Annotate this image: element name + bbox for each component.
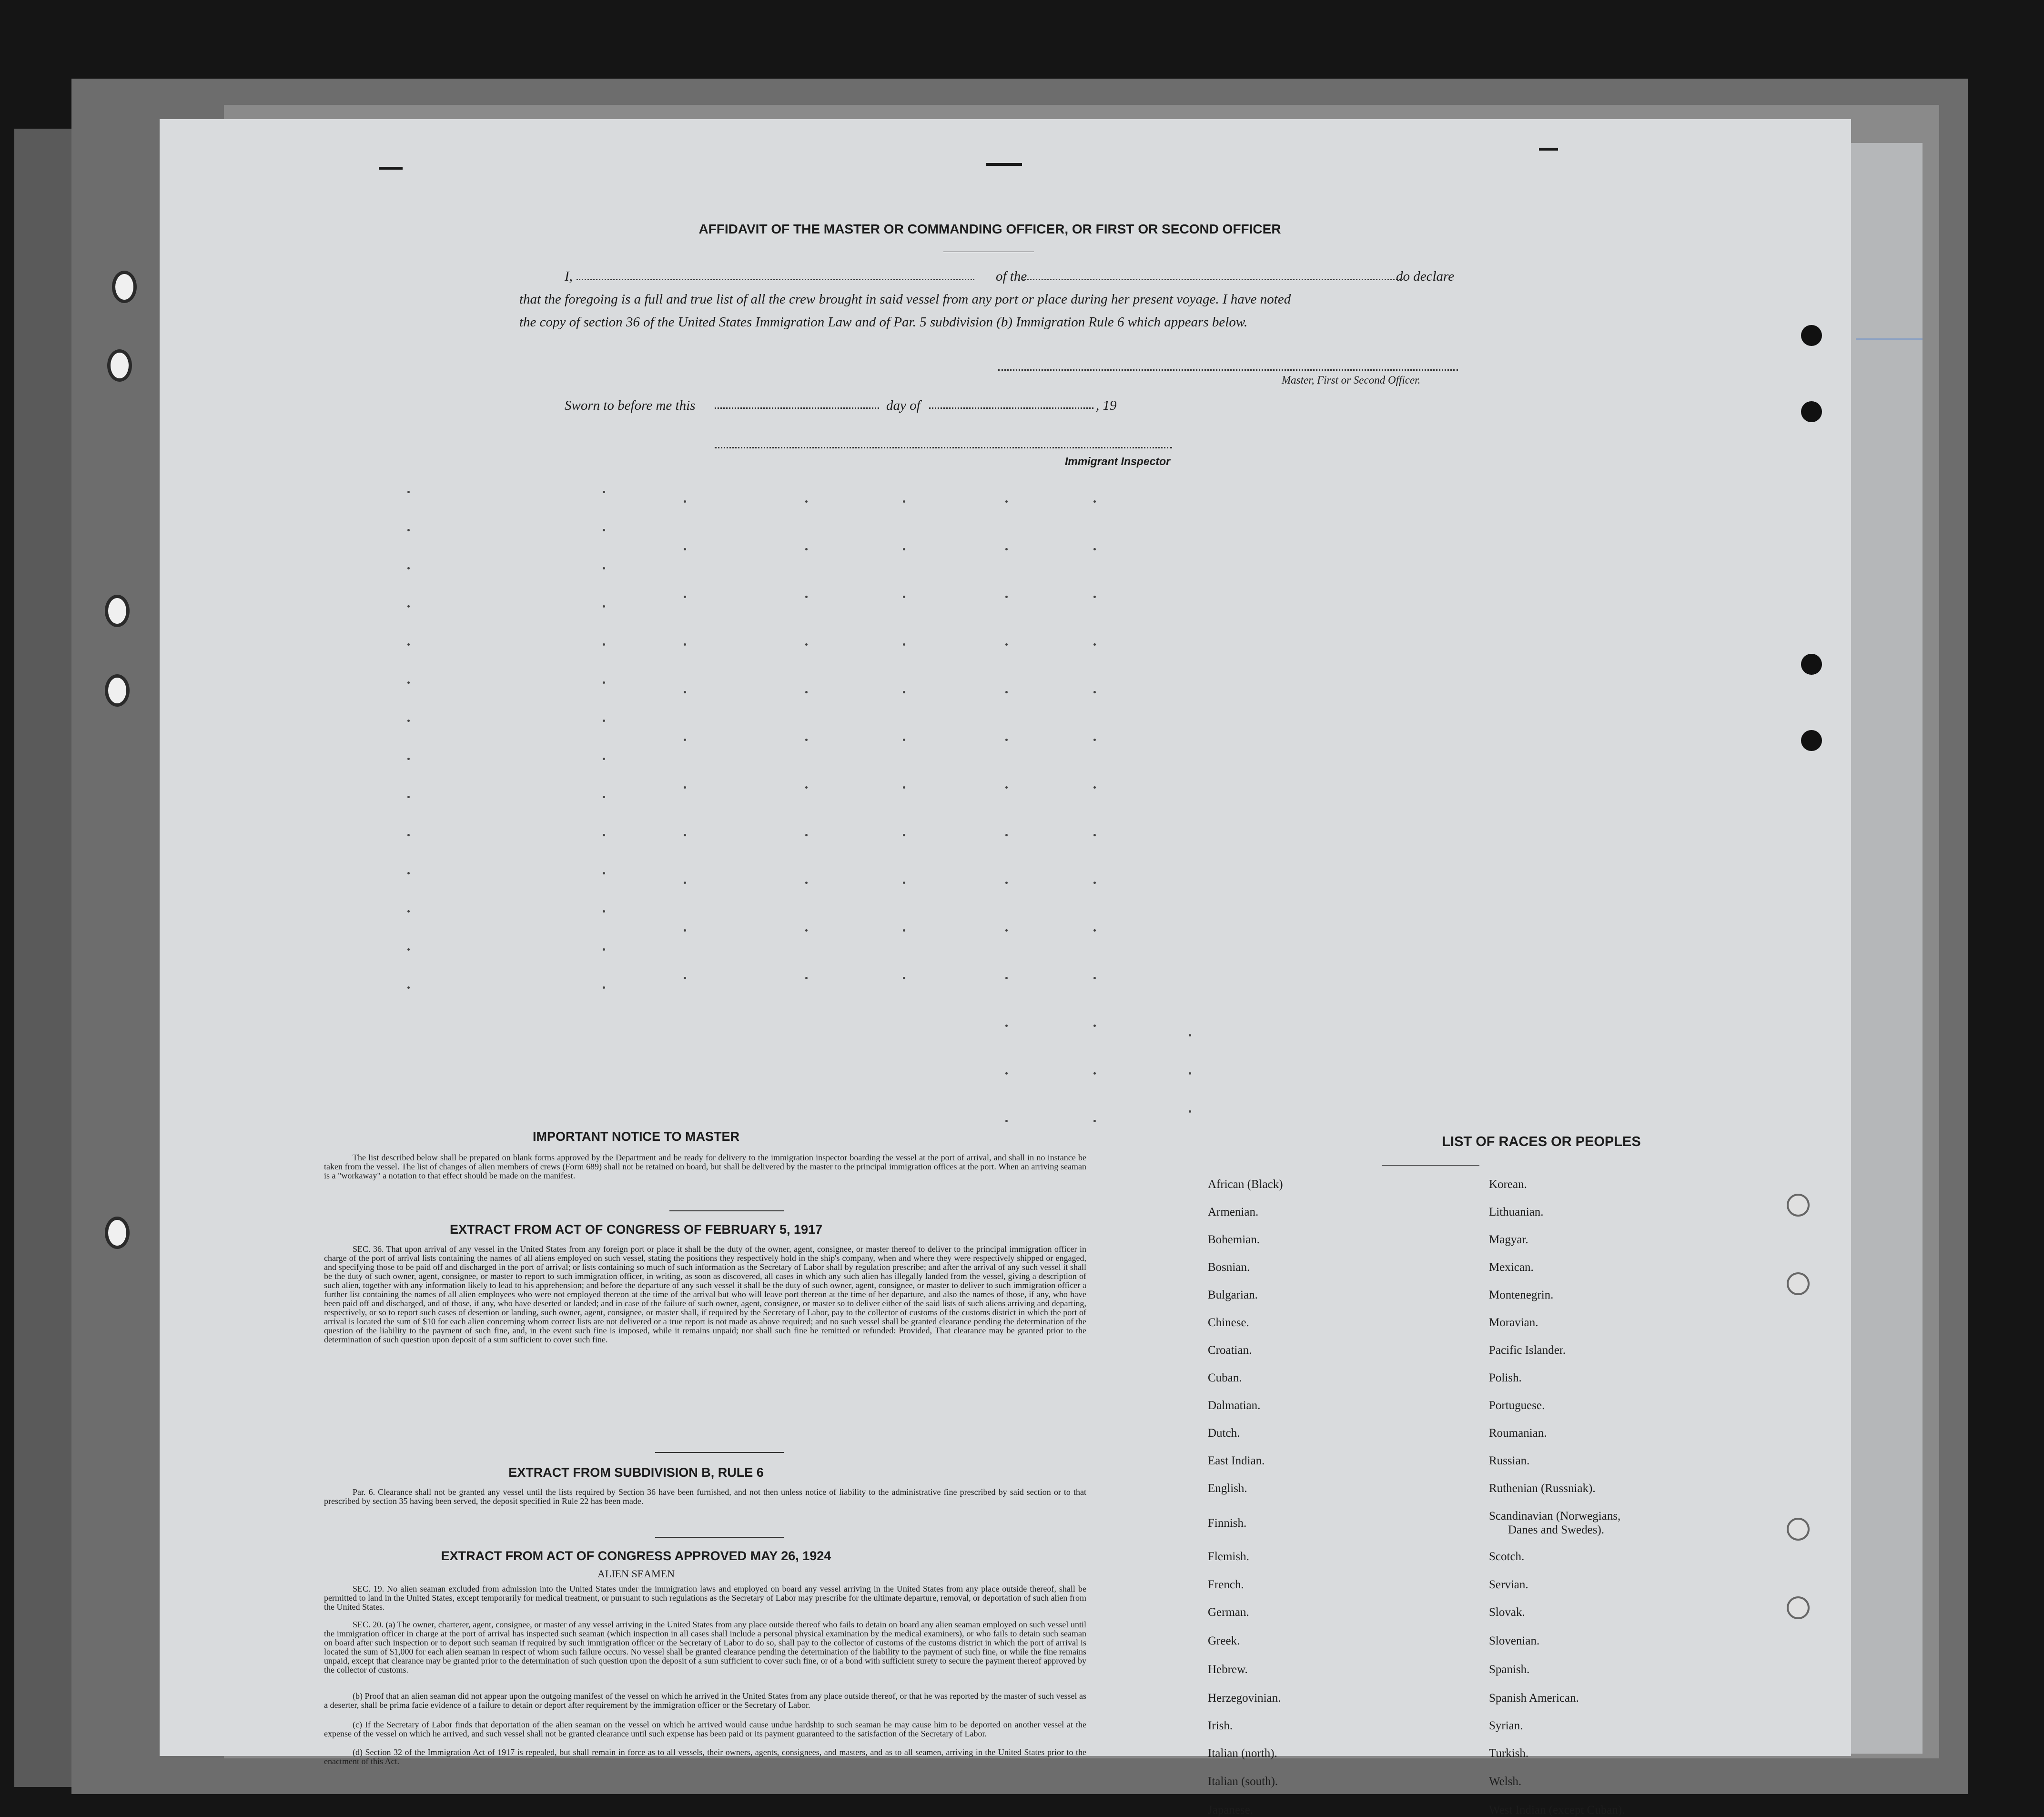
- race-item: German.: [1208, 1606, 1249, 1619]
- extract-1917-title: EXTRACT FROM ACT OF CONGRESS OF FEBRUARY 5, 1917: [449, 1222, 823, 1237]
- inspector-signature-line[interactable]: [715, 447, 1172, 448]
- affidavit-line2: that the foregoing is a full and true list of all the crew brought in said vessel from any port or place during her present voyage. I have noted: [519, 292, 1291, 307]
- ink-mark: [986, 163, 1022, 166]
- punch-hole: [1801, 325, 1822, 346]
- race-item: Bosnian.: [1208, 1261, 1250, 1274]
- race-item: Turkish.: [1489, 1747, 1529, 1760]
- sec20b-text: (b) Proof that an alien seaman did not appear upon the outgoing manifest of the vessel on which he arrived in the United States from any place outside thereof, or that he was reported by the master of such vessel as a deserter, shall be prima facie evidence of a failure to detain or deport after requirement by the immigration officer or the Secretary of Labor.: [324, 1691, 1086, 1710]
- race-item: French.: [1208, 1578, 1244, 1591]
- master-signature-label: Master, First or Second Officer.: [1282, 374, 1421, 386]
- section-rule: [655, 1537, 784, 1538]
- race-item: Russian.: [1489, 1454, 1530, 1467]
- race-item: Pacific Islander.: [1489, 1344, 1566, 1357]
- binder-hole: [105, 595, 130, 627]
- race-item: Armenian.: [1208, 1206, 1259, 1218]
- punch-hole: [1787, 1194, 1810, 1217]
- race-item: Irish.: [1208, 1719, 1233, 1732]
- binder-hole: [105, 1217, 130, 1249]
- race-item: Portuguese.: [1489, 1399, 1545, 1412]
- affidavit-title: AFFIDAVIT OF THE MASTER OR COMMANDING OFFICER, OR FIRST OR SECOND OFFICER: [698, 222, 1281, 236]
- race-item: East Indian.: [1208, 1454, 1265, 1467]
- race-item: Mexican.: [1489, 1261, 1534, 1274]
- race-item: Dalmatian.: [1208, 1399, 1261, 1412]
- race-item: Slovak.: [1489, 1606, 1525, 1619]
- race-item: Lithuanian.: [1489, 1206, 1544, 1218]
- race-item: Bulgarian.: [1208, 1289, 1258, 1301]
- binder-hole: [112, 271, 137, 303]
- race-item: Cuban.: [1208, 1371, 1242, 1384]
- race-item: Japanese.: [1208, 1804, 1254, 1817]
- race-item: Spanish American.: [1489, 1692, 1579, 1705]
- race-item: Italian (south).: [1208, 1775, 1278, 1788]
- race-item: Flemish.: [1208, 1550, 1249, 1563]
- section-rule: [655, 1452, 784, 1453]
- notice-body: The list described below shall be prepared on blank forms approved by the Department and be ready for delivery to the immigration inspector boarding the vessel at the port of arrival, and shall in no instance be taken from the vessel. The list of changes of alien members of crews (Form 689) shall not be retained on board, but shall be delivered by the master to the principal immigration offices at the port. When an arriving seaman is a "workaway" a notation to that effect should be made on the manifest.: [324, 1153, 1086, 1180]
- race-item: Slovenian.: [1489, 1634, 1540, 1647]
- sec20a-text: SEC. 20. (a) The owner, charterer, agent, consignee, or master of any vessel arriving in the United States from any place outside thereof who fails to detain on board any alien seaman employed on such vessel until the immigration officer in charge at the port of arrival has inspected such seaman (which inspection in all cases shall include a personal physical examination by the medical examiners), or who fails to detain such seaman on board after such inspection or to deport such seaman if required by such immigration officer or the Secretary of Labor to do so, shall pay to the collector of customs of the customs district in which the port of arrival is located the sum of $1,000 for each alien seaman in respect of whom such failure occurs. No vessel shall be granted clearance pending the determination of the liability to the payment of such fine, or while the fine remains unpaid, except that clearance may be granted prior to the determination of such question upon the deposit of a sum sufficient to cover such fine, or of a bond with sufficient surety to secure the payment thereof approved by the collector of customs.: [324, 1620, 1086, 1675]
- punch-hole: [1801, 730, 1822, 751]
- sworn-label: Sworn to before me this: [565, 398, 696, 413]
- race-item: Greek.: [1208, 1634, 1240, 1647]
- punch-hole: [1787, 1518, 1810, 1541]
- race-item: Montenegrin.: [1489, 1289, 1554, 1301]
- ink-mark: [379, 167, 403, 170]
- binder-margin: [14, 129, 71, 1787]
- alien-seamen-subtitle: ALIEN SEAMEN: [597, 1568, 675, 1580]
- race-item: Chinese.: [1208, 1316, 1249, 1329]
- notice-title: IMPORTANT NOTICE TO MASTER: [533, 1129, 739, 1144]
- race-item: Roumanian.: [1489, 1427, 1547, 1440]
- affidavit-line3: the copy of section 36 of the United States Immigration Law and of Par. 5 subdivision (b) Immigration Rule 6 which appears below.: [519, 315, 1248, 330]
- punch-hole: [1787, 1596, 1810, 1619]
- race-item: Servian.: [1489, 1578, 1528, 1591]
- side-sheet-rule: [1856, 338, 1923, 340]
- race-item: Syrian.: [1489, 1719, 1523, 1732]
- name-blank[interactable]: [577, 279, 974, 280]
- affidavit-i-label: I,: [565, 269, 573, 284]
- race-item: West Indian (except Cuban).: [1489, 1804, 1625, 1817]
- race-item: Bohemian.: [1208, 1233, 1260, 1246]
- races-title-rule: [1382, 1165, 1479, 1166]
- sec20d-text: (d) Section 32 of the Immigration Act of 1917 is repealed, but shall remain in force as to all vessels, their owners, agents, consignees, and masters, and as to all seamen, arriving in the United States prior to the enactment of this Act.: [324, 1747, 1086, 1766]
- extract-1917-body: SEC. 36. That upon arrival of any vessel in the United States from any foreign port or place it shall be the duty of the owner, agent, consignee, or master thereof to deliver to the principal immigration officer in charge of the port of arrival lists containing the names of all aliens employed on such vessel, stating the positions they respectively hold in the ship's company, when and where they were respectively shipped or engaged, and specifying those to be paid off and discharged in the port of arrival; or lists containing so much of such information as the Secretary of Labor shall by regulation prescribe; and after the arrival of any such vessel it shall be the duty of such owner, agent, consignee, or master to report to such immigration officer, in writing, as soon as discovered, all cases in which any such alien has illegally landed from the vessel, giving a description of such alien, together with any information likely to lead to his apprehension; and before the departure of any such vessel it shall be the duty of such owner, agent, consignee, or master to deliver to such immigration officer a further list containing the names of all alien employees who were not employed thereon at the time of the arrival but who will leave port thereon at the time of her departure, and also the names of those, if any, who have been paid off and discharged, and of those, if any, who have deserted or landed; and in case of the failure of such owner, agent, consignee, or master so to deliver either of the said lists of such aliens arriving and departing, respectively, or so to report such cases of desertion or landing, such owner, agent, consignee, or master shall, if required by the Secretary of Labor, pay to the collector of customs of the customs district in which the port of arrival is located the sum of $10 for each alien concerning whom correct lists are not delivered or a true report is not made as above required; and no such vessel shall be granted clearance pending the determination of the question of the liability to the payment of such fine, and, in the event such fine is imposed, while it remains unpaid; nor shall such fine be remitted or refunded: Provided, That clearance may be granted prior to the determination of such question upon deposit of a sum sufficient to cover such fine.: [324, 1244, 1086, 1344]
- rule6-body: Par. 6. Clearance shall not be granted any vessel until the lists required by Section 36 have been furnished, and not then unless notice of liability to the administrative fine prescribed by said section or to that prescribed by section 35 having been served, the deposit specified in Rule 22 has been made.: [324, 1487, 1086, 1506]
- sworn-day-blank[interactable]: [715, 407, 879, 409]
- race-item: English.: [1208, 1482, 1247, 1495]
- race-item: Ruthenian (Russniak).: [1489, 1482, 1596, 1495]
- race-item: Danes and Swedes).: [1508, 1523, 1605, 1536]
- race-item: Hebrew.: [1208, 1663, 1248, 1676]
- races-title: LIST OF RACES OR PEOPLES: [1442, 1134, 1641, 1149]
- race-item: Finnish.: [1208, 1517, 1247, 1530]
- sec19-text: SEC. 19. No alien seaman excluded from admission into the United States under the immigration laws and employed on board any vessel arriving in the United States from any place outside thereof, shall be permitted to land in the United States, except temporarily for medical treatment, or pursuant to such regulations as the Secretary of Labor may prescribe for the ultimate departure, removal, or deportation of such alien from the United States.: [324, 1584, 1086, 1612]
- year-label: , 19: [1096, 398, 1117, 413]
- rule6-title: EXTRACT FROM SUBDIVISION B, RULE 6: [508, 1465, 764, 1480]
- race-item: Welsh.: [1489, 1775, 1522, 1788]
- side-sheet: [1851, 143, 1923, 1754]
- race-item: Spanish.: [1489, 1663, 1530, 1676]
- sec20c-text: (c) If the Secretary of Labor finds that deportation of the alien seaman on the vessel on which he arrived would cause undue hardship to such seaman he may cause him to be deported on another vessel at the expense of the vessel on which he arrived, and such vessel shall not be granted clearance until such expense has been paid or its payment guaranteed to the satisfaction of the Secretary of Labor.: [324, 1720, 1086, 1738]
- race-item: Dutch.: [1208, 1427, 1240, 1440]
- punch-hole: [1801, 654, 1822, 675]
- race-item: Scotch.: [1489, 1550, 1525, 1563]
- month-blank[interactable]: [929, 407, 1093, 409]
- ink-mark: [1539, 148, 1558, 151]
- race-item: Moravian.: [1489, 1316, 1538, 1329]
- race-item: Italian (north).: [1208, 1747, 1277, 1760]
- race-item: African (Black): [1208, 1178, 1283, 1191]
- vessel-blank[interactable]: [1022, 279, 1403, 280]
- race-item: Korean.: [1489, 1178, 1527, 1191]
- punch-hole: [1801, 401, 1822, 422]
- affidavit-do-declare: do declare: [1396, 269, 1455, 284]
- race-item: Croatian.: [1208, 1344, 1252, 1357]
- race-item: Herzegovinian.: [1208, 1692, 1281, 1705]
- affidavit-of-the: of the: [996, 269, 1027, 284]
- inspector-label: Immigrant Inspector: [1065, 455, 1171, 467]
- section-rule: [669, 1210, 784, 1211]
- form-page: [160, 119, 1851, 1817]
- punch-hole: [1787, 1272, 1810, 1295]
- extract-1924-title: EXTRACT FROM ACT OF CONGRESS APPROVED MAY 26, 1924: [441, 1549, 831, 1563]
- binder-hole: [107, 349, 132, 382]
- race-item: Scandinavian (Norwegians,: [1489, 1510, 1621, 1523]
- binder-hole: [105, 674, 130, 707]
- race-item: Magyar.: [1489, 1233, 1528, 1246]
- master-signature-line[interactable]: [998, 369, 1458, 371]
- race-item: Polish.: [1489, 1371, 1522, 1384]
- day-of-label: day of: [886, 398, 921, 413]
